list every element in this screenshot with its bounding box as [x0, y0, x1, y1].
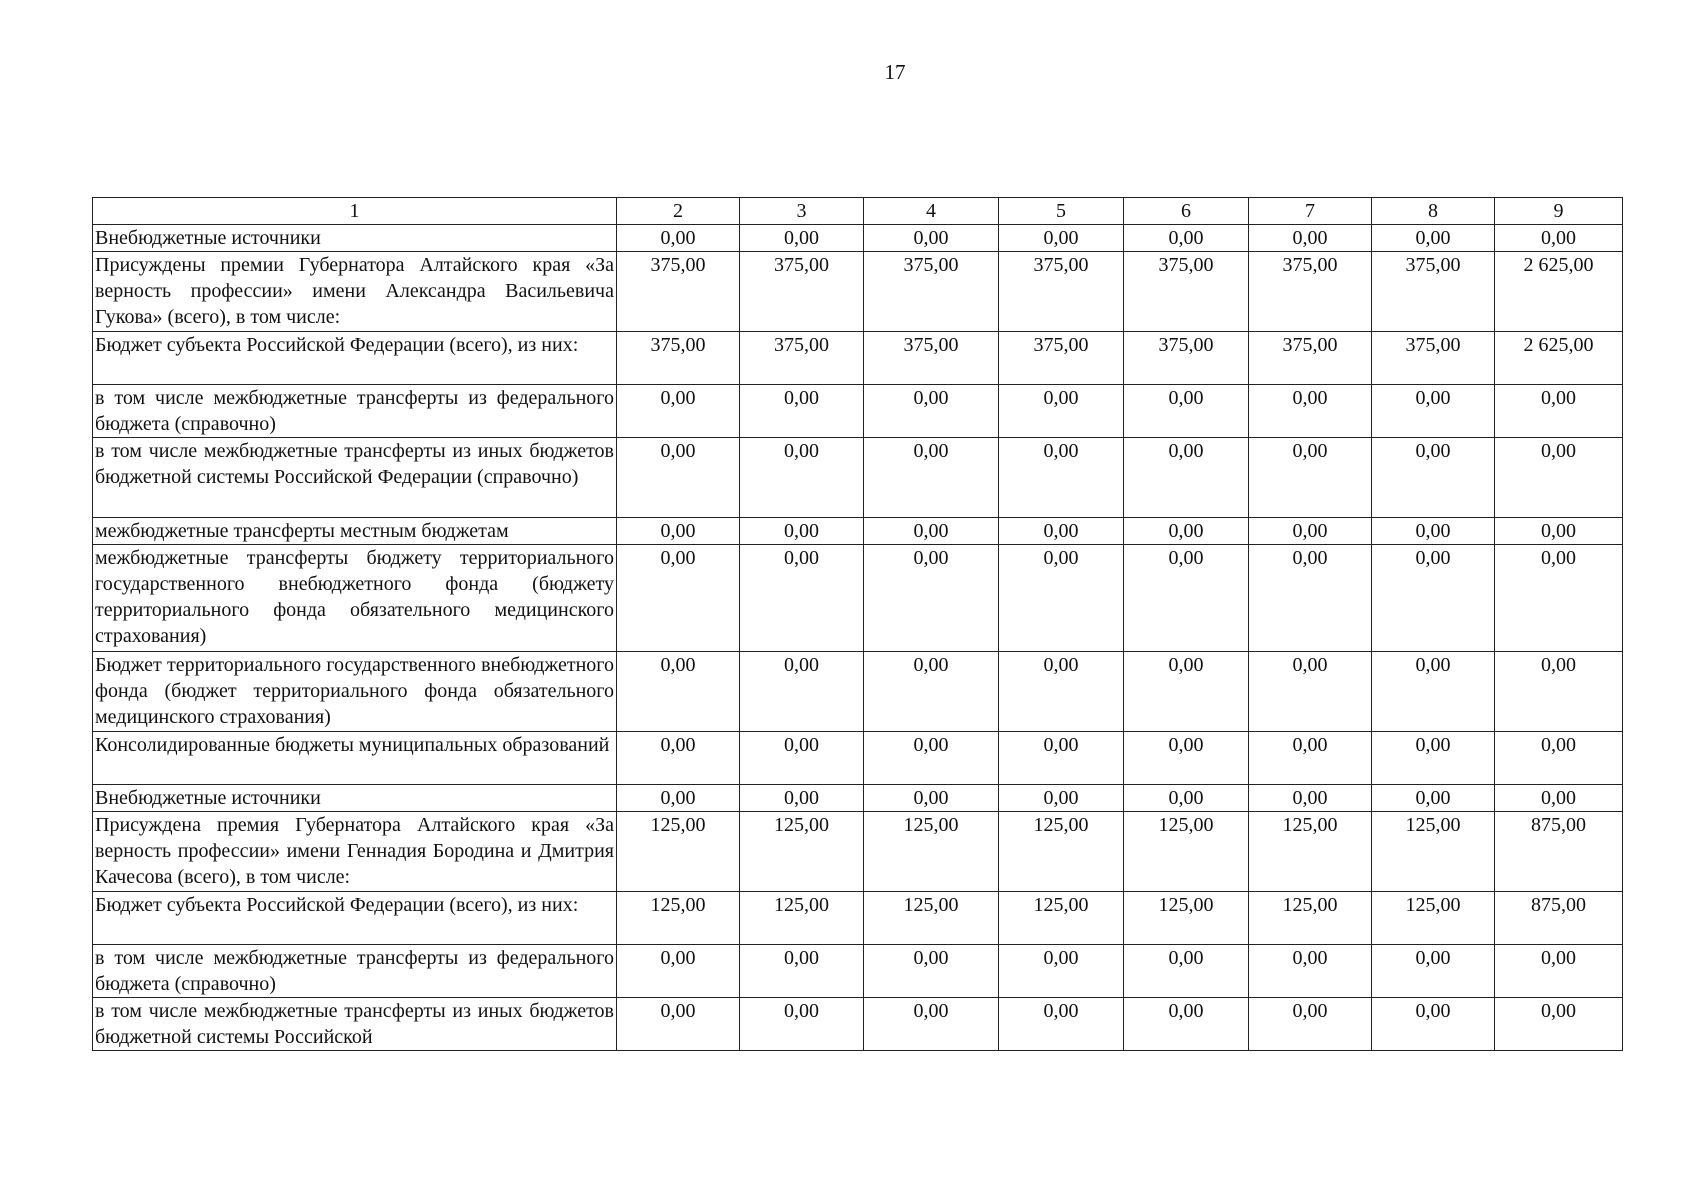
cell-value: 0,00 — [864, 225, 999, 252]
table-row — [93, 332, 1623, 385]
cell-value: 0,00 — [1249, 385, 1372, 438]
cell-value: 875,00 — [1495, 892, 1623, 945]
cell-value: 125,00 — [617, 892, 740, 945]
cell-value: 0,00 — [1249, 438, 1372, 518]
row-label: в том числе межбюджетные трансферты из иных бюджетов бюджетной системы Российской Федерации (справочно) — [93, 438, 617, 518]
cell-value: 0,00 — [617, 945, 740, 998]
cell-value: 0,00 — [1495, 998, 1623, 1051]
cell-value: 0,00 — [1372, 785, 1495, 812]
table-header-row — [93, 198, 1623, 225]
column-number-7: 7 — [1249, 198, 1372, 225]
cell-value: 375,00 — [864, 332, 999, 385]
cell-value: 0,00 — [864, 732, 999, 785]
cell-value: 0,00 — [617, 785, 740, 812]
row-label: Внебюджетные источники — [93, 225, 617, 252]
cell-value: 0,00 — [1249, 998, 1372, 1051]
column-number-4: 4 — [864, 198, 999, 225]
page-number: 17 — [884, 60, 906, 84]
row-label: Консолидированные бюджеты муниципальных образований — [93, 732, 617, 785]
cell-value: 0,00 — [1124, 225, 1249, 252]
column-number-6: 6 — [1124, 198, 1249, 225]
cell-value: 125,00 — [617, 812, 740, 892]
cell-value: 0,00 — [1124, 732, 1249, 785]
row-label: Бюджет территориального государственного внебюджетного фонда (бюджет территориального фонда обязательного медицинского страхования) — [93, 652, 617, 732]
cell-value: 0,00 — [999, 438, 1124, 518]
cell-value: 375,00 — [999, 252, 1124, 332]
cell-value: 125,00 — [1372, 812, 1495, 892]
table-row — [93, 945, 1623, 998]
cell-value: 125,00 — [999, 812, 1124, 892]
row-label: Присуждены премии Губернатора Алтайского края «За верность профессии» имени Александра Васильевича Гукова» (всего), в том числе: — [93, 252, 617, 332]
cell-value: 0,00 — [1495, 945, 1623, 998]
cell-value: 0,00 — [617, 652, 740, 732]
cell-value: 0,00 — [740, 785, 864, 812]
cell-value: 875,00 — [1495, 812, 1623, 892]
cell-value: 0,00 — [1124, 998, 1249, 1051]
column-number-5: 5 — [999, 198, 1124, 225]
cell-value: 0,00 — [1249, 652, 1372, 732]
cell-value: 0,00 — [999, 518, 1124, 545]
cell-value: 0,00 — [740, 225, 864, 252]
cell-value: 375,00 — [1249, 332, 1372, 385]
cell-value: 0,00 — [1495, 732, 1623, 785]
cell-value: 0,00 — [864, 652, 999, 732]
cell-value: 2 625,00 — [1495, 252, 1623, 332]
row-label: в том числе межбюджетные трансферты из иных бюджетов бюджетной системы Российской — [93, 998, 617, 1051]
cell-value: 375,00 — [1372, 332, 1495, 385]
cell-value: 0,00 — [999, 732, 1124, 785]
cell-value: 0,00 — [999, 945, 1124, 998]
cell-value: 0,00 — [864, 385, 999, 438]
cell-value: 0,00 — [864, 998, 999, 1051]
cell-value: 0,00 — [740, 652, 864, 732]
table-row — [93, 438, 1623, 518]
cell-value: 0,00 — [864, 518, 999, 545]
cell-value: 0,00 — [1372, 945, 1495, 998]
cell-value: 0,00 — [740, 998, 864, 1051]
row-label: Внебюджетные источники — [93, 785, 617, 812]
cell-value: 0,00 — [1124, 438, 1249, 518]
cell-value: 0,00 — [740, 438, 864, 518]
cell-value: 375,00 — [864, 252, 999, 332]
cell-value: 0,00 — [864, 545, 999, 652]
cell-value: 0,00 — [1124, 385, 1249, 438]
cell-value: 0,00 — [864, 945, 999, 998]
row-label: в том числе межбюджетные трансферты из федерального бюджета (справочно) — [93, 945, 617, 998]
cell-value: 125,00 — [864, 812, 999, 892]
table-row — [93, 732, 1623, 785]
cell-value: 0,00 — [999, 225, 1124, 252]
cell-value: 0,00 — [1495, 518, 1623, 545]
table-row — [93, 545, 1623, 652]
table-row — [93, 385, 1623, 438]
row-label: межбюджетные трансферты местным бюджетам — [93, 518, 617, 545]
cell-value: 125,00 — [1124, 892, 1249, 945]
cell-value: 0,00 — [1372, 438, 1495, 518]
cell-value: 0,00 — [1372, 518, 1495, 545]
cell-value: 375,00 — [1124, 252, 1249, 332]
cell-value: 0,00 — [1124, 785, 1249, 812]
table-row — [93, 252, 1623, 332]
cell-value: 375,00 — [1372, 252, 1495, 332]
column-number-3: 3 — [740, 198, 864, 225]
cell-value: 0,00 — [999, 385, 1124, 438]
cell-value: 0,00 — [1249, 945, 1372, 998]
cell-value: 0,00 — [617, 732, 740, 785]
cell-value: 0,00 — [740, 732, 864, 785]
column-number-2: 2 — [617, 198, 740, 225]
column-number-8: 8 — [1372, 198, 1495, 225]
cell-value: 0,00 — [1495, 545, 1623, 652]
cell-value: 0,00 — [999, 652, 1124, 732]
cell-value: 125,00 — [1249, 812, 1372, 892]
cell-value: 0,00 — [1124, 545, 1249, 652]
cell-value: 0,00 — [1249, 518, 1372, 545]
cell-value: 0,00 — [1124, 945, 1249, 998]
cell-value: 0,00 — [740, 945, 864, 998]
cell-value: 125,00 — [740, 892, 864, 945]
table-row — [93, 225, 1623, 252]
column-number-9: 9 — [1495, 198, 1623, 225]
cell-value: 0,00 — [740, 545, 864, 652]
table-row — [93, 892, 1623, 945]
cell-value: 0,00 — [1249, 225, 1372, 252]
cell-value: 375,00 — [1249, 252, 1372, 332]
table-row — [93, 785, 1623, 812]
cell-value: 0,00 — [864, 785, 999, 812]
cell-value: 375,00 — [617, 332, 740, 385]
row-label: Бюджет субъекта Российской Федерации (всего), из них: — [93, 332, 617, 385]
cell-value: 0,00 — [1249, 785, 1372, 812]
cell-value: 0,00 — [1372, 385, 1495, 438]
table-row — [93, 652, 1623, 732]
cell-value: 0,00 — [1372, 225, 1495, 252]
budget-table — [92, 197, 1623, 1051]
cell-value: 0,00 — [1372, 998, 1495, 1051]
cell-value: 0,00 — [1372, 732, 1495, 785]
cell-value: 375,00 — [999, 332, 1124, 385]
row-label: в том числе межбюджетные трансферты из федерального бюджета (справочно) — [93, 385, 617, 438]
table-row — [93, 812, 1623, 892]
row-label: межбюджетные трансферты бюджету территориального государственного внебюджетного фонда (бюджету территориального фонда обязательного медицинского страхования) — [93, 545, 617, 652]
cell-value: 375,00 — [617, 252, 740, 332]
cell-value: 125,00 — [999, 892, 1124, 945]
table-row — [93, 518, 1623, 545]
cell-value: 0,00 — [1495, 225, 1623, 252]
cell-value: 0,00 — [1124, 652, 1249, 732]
cell-value: 0,00 — [617, 385, 740, 438]
cell-value: 2 625,00 — [1495, 332, 1623, 385]
cell-value: 0,00 — [1495, 785, 1623, 812]
cell-value: 0,00 — [1249, 732, 1372, 785]
column-number-1: 1 — [93, 198, 617, 225]
cell-value: 0,00 — [999, 785, 1124, 812]
cell-value: 0,00 — [740, 518, 864, 545]
cell-value: 0,00 — [1372, 545, 1495, 652]
cell-value: 0,00 — [1495, 438, 1623, 518]
cell-value: 0,00 — [1124, 518, 1249, 545]
cell-value: 375,00 — [740, 332, 864, 385]
cell-value: 375,00 — [1124, 332, 1249, 385]
cell-value: 0,00 — [617, 545, 740, 652]
cell-value: 125,00 — [1249, 892, 1372, 945]
cell-value: 125,00 — [1372, 892, 1495, 945]
row-label: Бюджет субъекта Российской Федерации (всего), из них: — [93, 892, 617, 945]
cell-value: 125,00 — [740, 812, 864, 892]
cell-value: 375,00 — [740, 252, 864, 332]
cell-value: 0,00 — [617, 998, 740, 1051]
cell-value: 125,00 — [864, 892, 999, 945]
cell-value: 0,00 — [999, 545, 1124, 652]
cell-value: 125,00 — [1124, 812, 1249, 892]
cell-value: 0,00 — [1495, 652, 1623, 732]
cell-value: 0,00 — [1249, 545, 1372, 652]
row-label: Присуждена премия Губернатора Алтайского края «За верность профессии» имени Геннадия Бородина и Дмитрия Качесова (всего), в том числе: — [93, 812, 617, 892]
cell-value: 0,00 — [1372, 652, 1495, 732]
cell-value: 0,00 — [617, 438, 740, 518]
cell-value: 0,00 — [740, 385, 864, 438]
cell-value: 0,00 — [999, 998, 1124, 1051]
cell-value: 0,00 — [617, 518, 740, 545]
table-row — [93, 998, 1623, 1051]
cell-value: 0,00 — [864, 438, 999, 518]
cell-value: 0,00 — [617, 225, 740, 252]
cell-value: 0,00 — [1495, 385, 1623, 438]
